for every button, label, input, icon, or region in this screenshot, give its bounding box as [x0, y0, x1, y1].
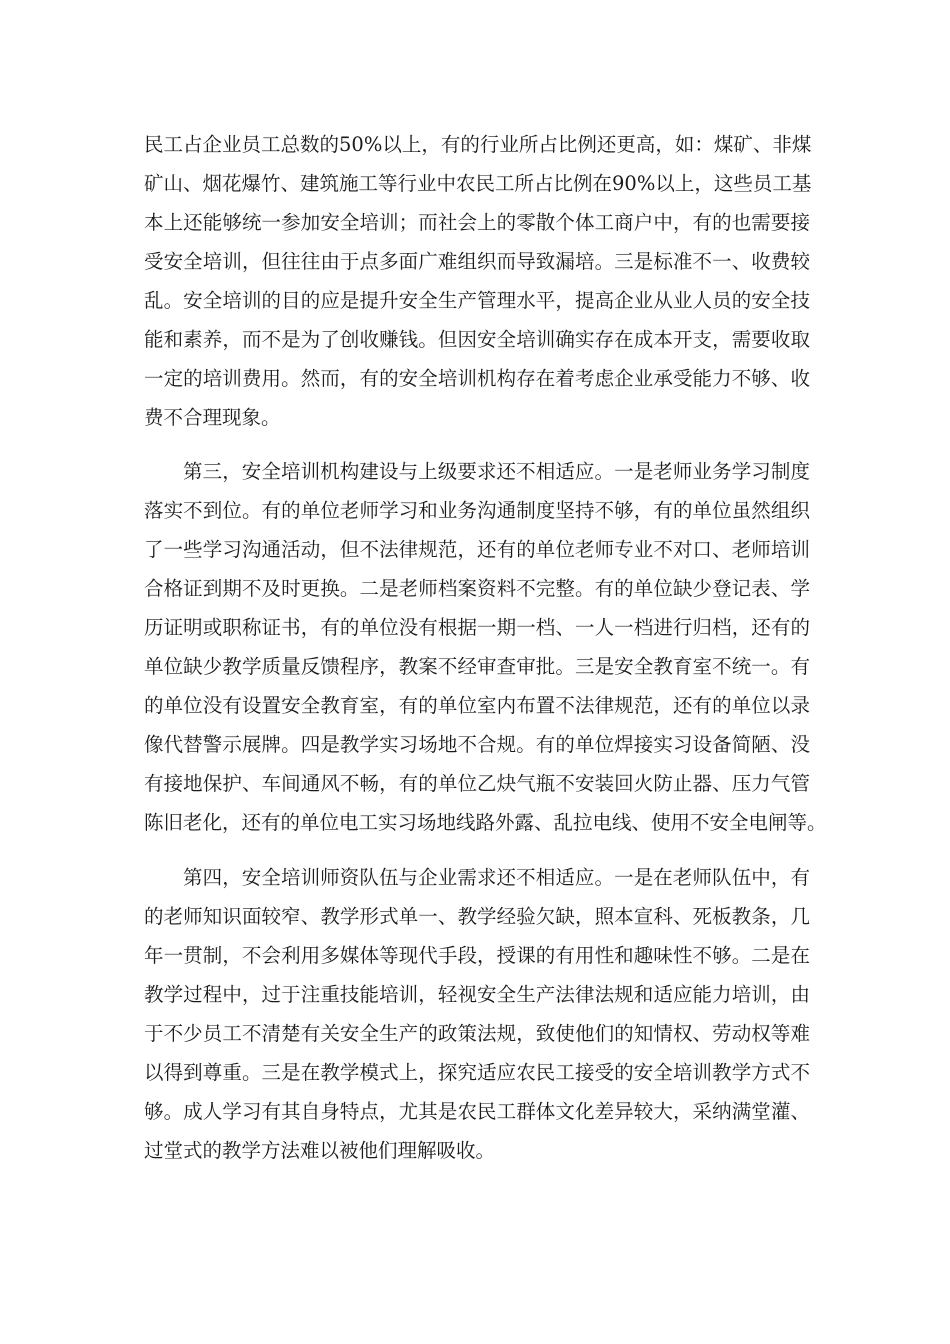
- paragraph-line: 第四，安全培训师资队伍与企业需求还不相适应。一是在老师队伍中，有: [183, 866, 810, 889]
- paragraph-line: 了一些学习沟通活动，但不法律规范，还有的单位老师专业不对口、老师培训: [144, 538, 810, 561]
- paragraph-line: 乱。安全培训的目的应是提升安全生产管理水平，提高企业从业人员的安全技: [144, 289, 810, 312]
- paragraph-line: 合格证到期不及时更换。二是老师档案资料不完整。有的单位缺少登记表、学: [144, 577, 810, 600]
- paragraph-line: 过堂式的教学方法难以被他们理解吸收。: [144, 1139, 496, 1162]
- paragraph-line: 费不合理现象。: [144, 406, 281, 429]
- paragraph-line: 以得到尊重。三是在教学模式上，探究适应农民工接受的安全培训教学方式不: [144, 1061, 810, 1084]
- paragraph-line: 像代替警示展牌。四是教学实习场地不合规。有的单位焊接实习设备简陋、没: [144, 733, 810, 756]
- paragraph-line: 能和素养，而不是为了创收赚钱。但因安全培训确实存在成本开支，需要收取: [144, 328, 810, 351]
- paragraph-line: 第三，安全培训机构建设与上级要求还不相适应。一是老师业务学习制度: [183, 460, 810, 483]
- paragraph-line: 有接地保护、车间通风不畅，有的单位乙炔气瓶不安装回火防止器、压力气管: [144, 772, 810, 795]
- paragraph-line: 落实不到位。有的单位老师学习和业务沟通制度坚持不够，有的单位虽然组织: [144, 499, 810, 522]
- paragraph-line: 于不少员工不清楚有关安全生产的政策法规，致使他们的知情权、劳动权等难: [144, 1022, 810, 1045]
- paragraph-line: 的老师知识面较窄、教学形式单一、教学经验欠缺，照本宣科、死板教条，几: [144, 905, 810, 928]
- paragraph-line: 民工占企业员工总数的50%以上，有的行业所占比例还更高，如：煤矿、非煤: [144, 133, 812, 156]
- paragraph-line: 一定的培训费用。然而，有的安全培训机构存在着考虑企业承受能力不够、收: [144, 367, 810, 390]
- paragraph-line: 本上还能够统一参加安全培训；而社会上的零散个体工商户中，有的也需要接: [144, 211, 810, 234]
- paragraph-line: 陈旧老化，还有的单位电工实习场地线路外露、乱拉电线、使用不安全电闸等。: [144, 811, 827, 834]
- paragraph-line: 受安全培训，但往往由于点多面广难组织而导致漏培。三是标准不一、收费较: [144, 250, 810, 273]
- paragraph-line: 教学过程中，过于注重技能培训，轻视安全生产法律法规和适应能力培训，由: [144, 983, 810, 1006]
- paragraph-line: 的单位没有设置安全教育室，有的单位室内布置不法律规范，还有的单位以录: [144, 694, 810, 717]
- paragraph-line: 够。成人学习有其自身特点，尤其是农民工群体文化差异较大，采纳满堂灌、: [144, 1100, 810, 1123]
- paragraph-line: 单位缺少教学质量反馈程序，教案不经审查审批。三是安全教育室不统一。有: [144, 655, 810, 678]
- paragraph-line: 矿山、烟花爆竹、建筑施工等行业中农民工所占比例在90%以上，这些员工基: [144, 172, 812, 195]
- paragraph-line: 历证明或职称证书，有的单位没有根据一期一档、一人一档进行归档，还有的: [144, 616, 810, 639]
- paragraph-line: 年一贯制，不会利用多媒体等现代手段，授课的有用性和趣味性不够。二是在: [144, 944, 810, 967]
